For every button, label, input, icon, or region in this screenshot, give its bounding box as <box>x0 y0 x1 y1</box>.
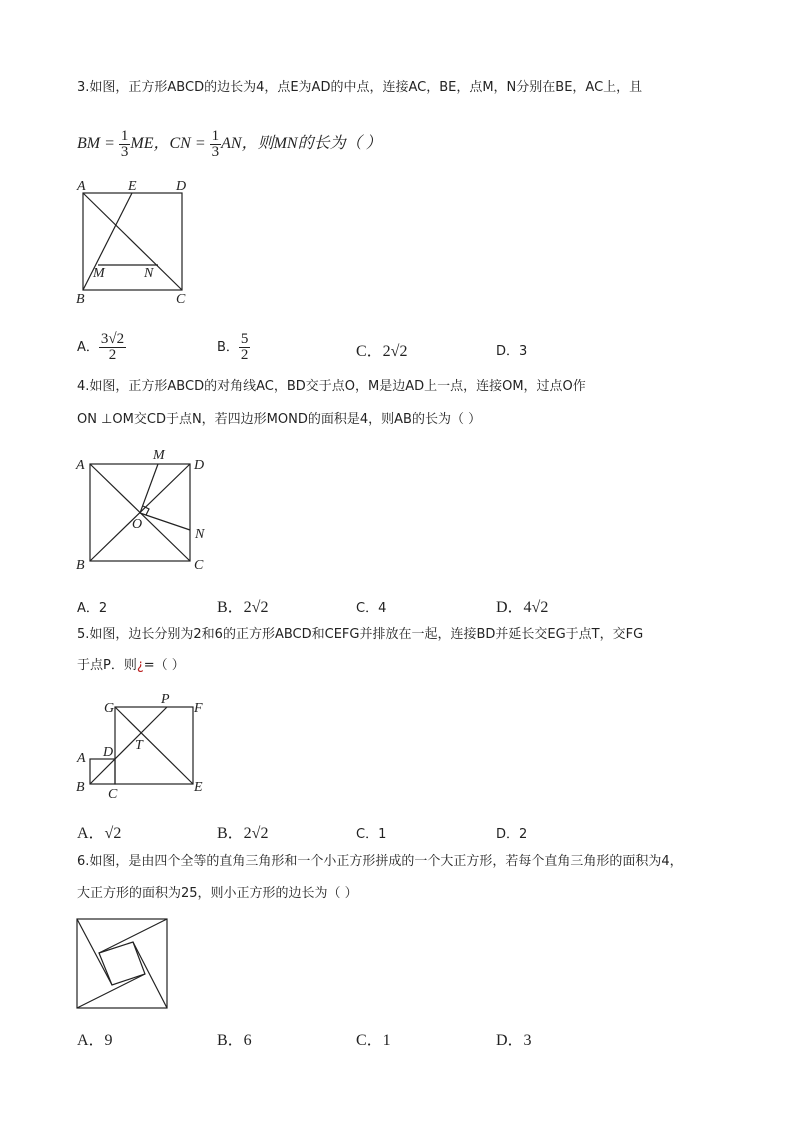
q6-option-b[interactable]: B．6 <box>217 1032 252 1049</box>
q3-label-m: M <box>93 266 105 281</box>
q5-label-f: F <box>194 701 203 716</box>
q5-label-t: T <box>135 738 143 753</box>
q3-option-a-fraction: $\frac{3√2}{2}$ <box>100 331 125 363</box>
q3-option-c[interactable]: C．2√2 <box>356 343 408 360</box>
q4-option-b[interactable]: B．2√2 <box>217 599 269 616</box>
q5-label-e: E <box>194 780 203 795</box>
q3-label-d: D <box>176 179 187 194</box>
q4-label-c: C <box>194 558 204 573</box>
q4-label-d: D <box>194 458 205 473</box>
q4-label-o: O <box>132 517 143 532</box>
q3-label-b: B <box>76 292 85 307</box>
q5-garbled-mark: ¿ <box>136 658 144 673</box>
q5-option-b[interactable]: B．2√2 <box>217 825 269 842</box>
q6-option-d[interactable]: D．3 <box>496 1032 532 1049</box>
q4-label-m: M <box>153 448 165 463</box>
q3-option-b-fraction: $\frac{5}{2}$ <box>240 331 249 363</box>
q3-stem-line1: 3.如图，正方形ABCD的边长为4，点E为AD的中点，连接AC，BE，点M，N分别在BE，AC上，且 <box>77 80 643 95</box>
q5-option-c[interactable]: C．1 <box>356 827 387 842</box>
q3-label-n: N <box>144 266 154 281</box>
q3-option-d[interactable]: D．3 <box>496 344 528 359</box>
q4-option-a[interactable]: A．2 <box>77 601 108 616</box>
q3-option-a[interactable]: A． $\frac{3√2}{2}$ <box>77 331 125 363</box>
q5-stem-line1: 5.如图，边长分别为2和6的正方形ABCD和CEFG并排放在一起，连接BD并延长交EG于点T，交FG <box>77 627 644 642</box>
q3-fraction-1: $\frac{1}{3}$ <box>120 128 129 160</box>
q4-stem-line2: ON ⊥OM交CD于点N，若四边形MOND的面积是4，则AB的长为（ ） <box>77 412 482 427</box>
q4-label-n: N <box>195 527 205 542</box>
q4-label-b: B <box>76 558 85 573</box>
q5-option-a[interactable]: A．√2 <box>77 825 122 842</box>
q6-option-c[interactable]: C．1 <box>356 1032 391 1049</box>
q5-option-d[interactable]: D．2 <box>496 827 528 842</box>
q3-label-e: E <box>128 179 137 194</box>
q5-label-b: B <box>76 780 85 795</box>
q3-label-a: A <box>77 179 86 194</box>
q5-label-d: D <box>103 745 114 760</box>
q4-label-a: A <box>76 458 85 473</box>
q6-stem-line1: 6.如图，是由四个全等的直角三角形和一个小正方形拼成的一个大正方形，若每个直角三角形的面积为4， <box>77 854 683 869</box>
q6-stem-line2: 大正方形的面积为25，则小正方形的边长为（ ） <box>77 886 358 901</box>
q5-label-a: A <box>77 751 86 766</box>
q3-option-b[interactable]: B． $\frac{5}{2}$ <box>217 331 249 363</box>
q5-label-g: G <box>104 701 115 716</box>
q3-bm-text: BM = <box>77 135 119 152</box>
q3-an-text: AN，则MN的长为（ ） <box>221 135 382 152</box>
q4-option-d[interactable]: D．4√2 <box>496 599 549 616</box>
q4-option-c[interactable]: C．4 <box>356 601 387 616</box>
q5-stem-line2: 于点P．则¿=（ ） <box>77 658 185 673</box>
q4-stem-line1: 4.如图，正方形ABCD的对角线AC，BD交于点O，M是边AD上一点，连接OM，过点O作 <box>77 379 586 394</box>
q3-label-c: C <box>176 292 186 307</box>
q3-me-text: ME，CN = <box>130 135 210 152</box>
q5-label-c: C <box>108 787 118 802</box>
q3-fraction-2: $\frac{1}{3}$ <box>211 128 220 160</box>
q5-label-p: P <box>161 692 170 707</box>
q6-option-a[interactable]: A．9 <box>77 1032 113 1049</box>
